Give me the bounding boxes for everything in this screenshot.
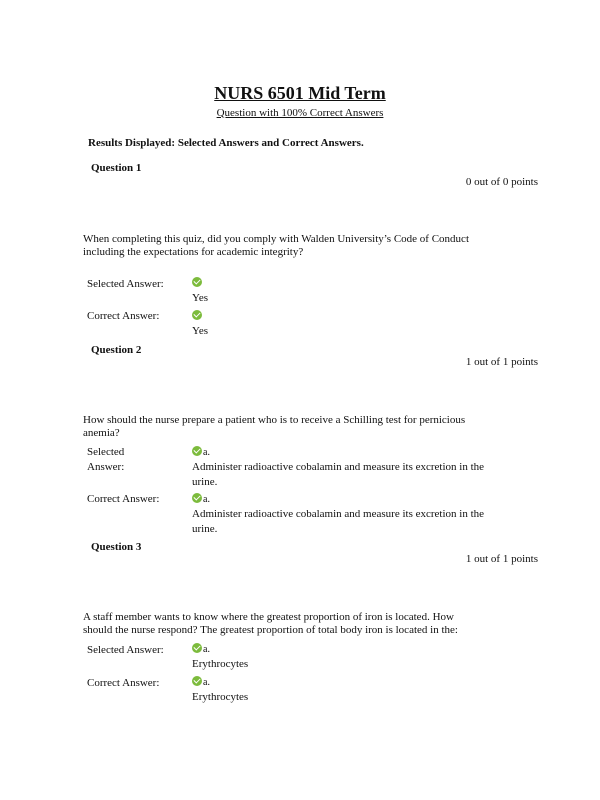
question-3-text-line: should the nurse respond? The greatest proportion of total body iron is located in the: bbox=[83, 624, 458, 636]
question-3-correct-answer bbox=[192, 675, 522, 705]
green-checkmark-icon bbox=[192, 310, 202, 320]
question-2-text-line: How should the nurse prepare a patient who is to receive a Schilling test for pernicious bbox=[83, 414, 466, 426]
correct-answer-text: Administer radioactive cobalamin and measure its excretion in the bbox=[192, 508, 485, 520]
selected-answer-text: Administer radioactive cobalamin and measure its excretion in the bbox=[192, 461, 485, 473]
question-2-selected-answer bbox=[192, 445, 522, 490]
selected-answer-label-line: Selected bbox=[87, 446, 125, 458]
results-displayed-label: Results Displayed: Selected Answers and Correct Answers. bbox=[88, 137, 364, 149]
selected-answer-label: Selected Answer: bbox=[87, 644, 164, 656]
question-2-heading: Question 2 bbox=[91, 344, 142, 356]
correct-answer-label: Correct Answer: bbox=[87, 677, 160, 689]
correct-answer-text: Yes bbox=[192, 325, 209, 337]
green-checkmark-icon bbox=[192, 643, 202, 653]
page-title: NURS 6501 Mid Term bbox=[214, 83, 386, 103]
selected-answer-label bbox=[87, 445, 182, 475]
answer-letter: a. bbox=[203, 494, 210, 505]
question-1-heading: Question 1 bbox=[91, 162, 142, 174]
question-2-correct-answer bbox=[192, 492, 522, 537]
selected-answer-text: urine. bbox=[192, 476, 218, 488]
question-1-text bbox=[83, 233, 523, 259]
question-1-text-line: including the expectations for academic integrity? bbox=[83, 246, 304, 258]
correct-answer-text: Erythrocytes bbox=[192, 691, 249, 703]
question-3-text-line: A staff member wants to know where the greatest proportion of iron is located. How bbox=[83, 611, 454, 623]
question-2-text-line: anemia? bbox=[83, 427, 120, 439]
correct-answer-label: Correct Answer: bbox=[87, 493, 160, 505]
question-3-points: 1 out of 1 points bbox=[465, 553, 538, 565]
selected-answer-text: Yes bbox=[192, 292, 209, 304]
question-3-heading: Question 3 bbox=[91, 541, 142, 553]
question-3-text bbox=[83, 611, 523, 637]
green-checkmark-icon bbox=[192, 493, 202, 503]
selected-answer-label-line: Answer: bbox=[87, 461, 125, 473]
selected-answer-label: Selected Answer: bbox=[87, 278, 164, 290]
correct-answer-label: Correct Answer: bbox=[87, 310, 160, 322]
question-3-selected-answer bbox=[192, 642, 522, 672]
question-1-text-line: When completing this quiz, did you comply with Walden University’s Code of Conduct bbox=[83, 233, 469, 245]
answer-letter: a. bbox=[203, 447, 210, 458]
question-1-selected-answer bbox=[192, 276, 522, 306]
answer-letter: a. bbox=[203, 644, 210, 655]
question-2-points: 1 out of 1 points bbox=[465, 356, 538, 368]
correct-answer-text: urine. bbox=[192, 523, 218, 535]
green-checkmark-icon bbox=[192, 277, 202, 287]
selected-answer-text: Erythrocytes bbox=[192, 658, 249, 670]
question-1-points: 0 out of 0 points bbox=[465, 176, 538, 188]
answer-letter: a. bbox=[203, 677, 210, 688]
question-1-correct-answer bbox=[192, 309, 522, 339]
green-checkmark-icon bbox=[192, 676, 202, 686]
page-subtitle: Question with 100% Correct Answers bbox=[216, 107, 384, 119]
question-2-text bbox=[83, 414, 523, 440]
green-checkmark-icon bbox=[192, 446, 202, 456]
